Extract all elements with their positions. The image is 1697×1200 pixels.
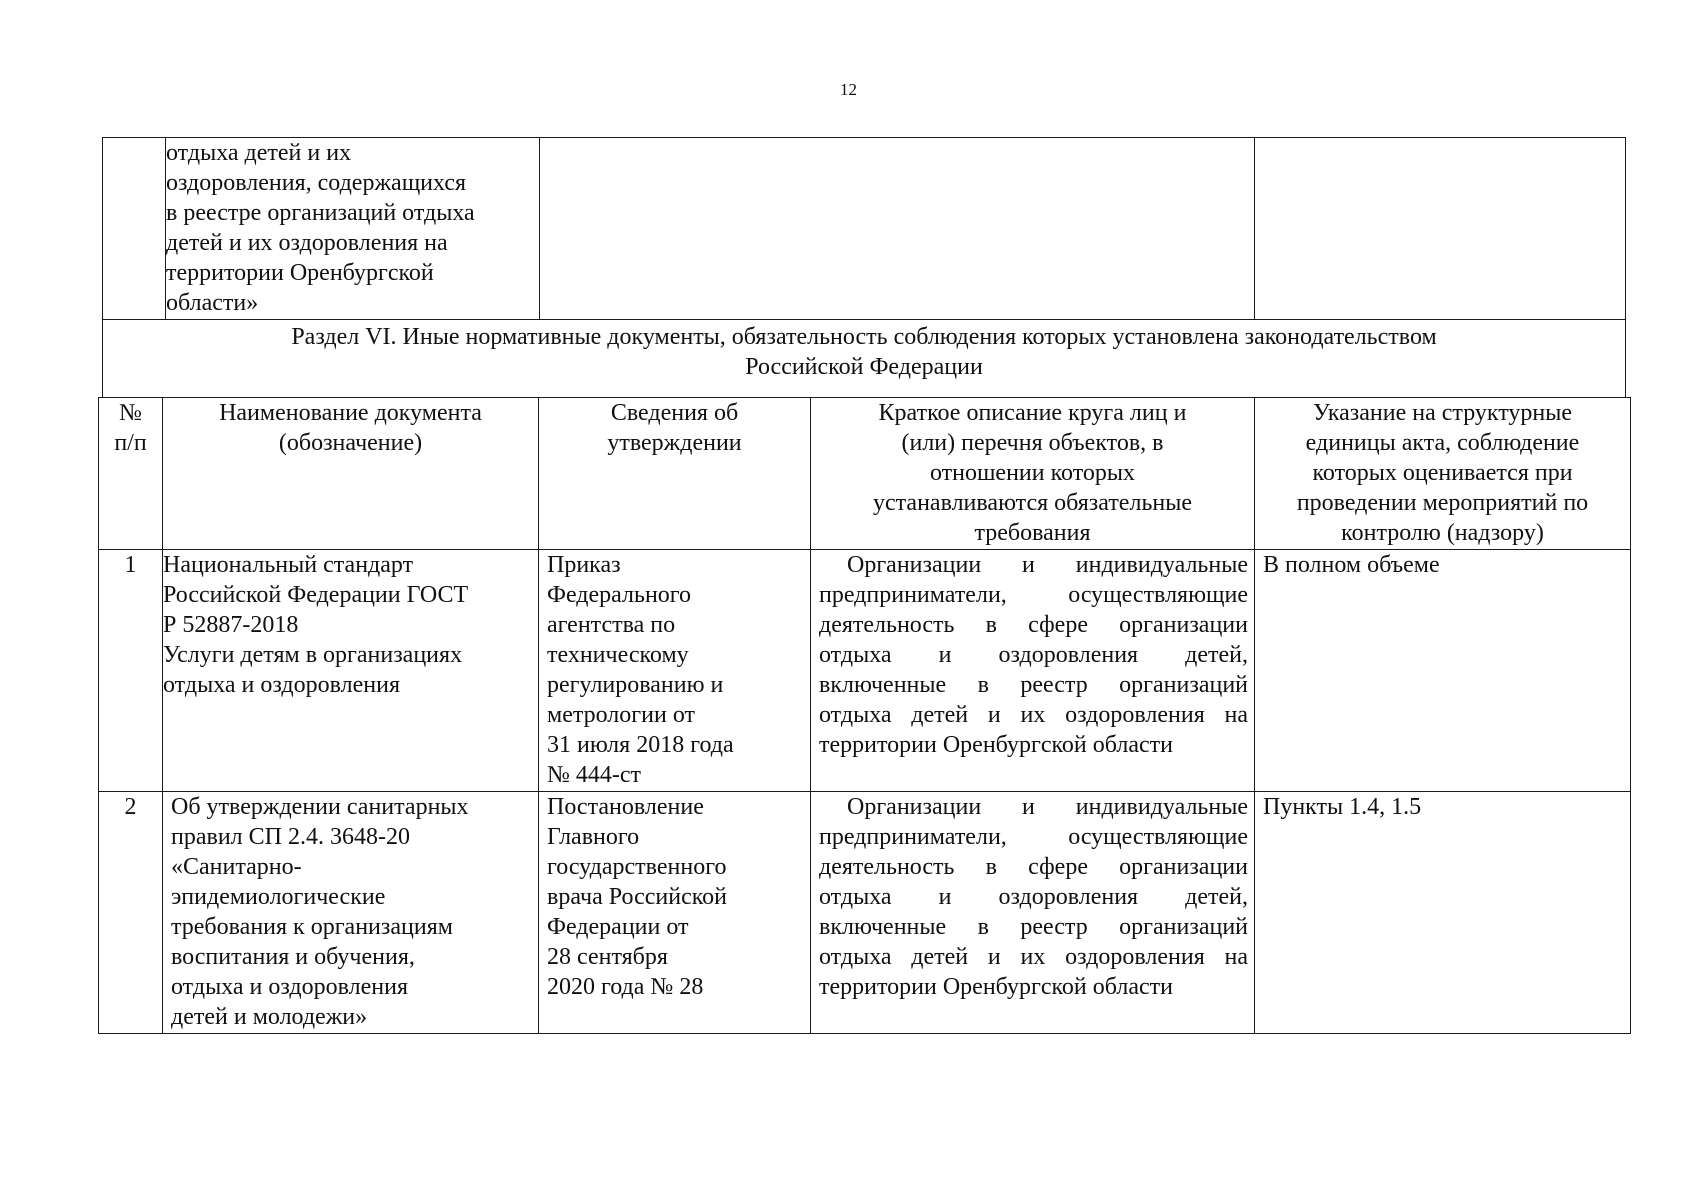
table-row: [99, 792, 1631, 1034]
header-number: [99, 398, 163, 550]
structural-units: Пункты 1.4, 1.5: [1255, 792, 1631, 1034]
continued-name-line: в реестре организаций отдыха: [166, 200, 475, 226]
document-name-line: воспитания и обучения,: [171, 944, 415, 970]
document-name-line: Об утверждении санитарных: [171, 794, 469, 820]
header-description-line: требования: [974, 520, 1091, 546]
approval-line: 28 сентября: [547, 944, 668, 970]
documents-table: [98, 397, 1631, 1034]
document-name-line: детей и молодежи»: [171, 1004, 368, 1030]
header-name-line: (обозначение): [278, 430, 423, 456]
document-name: [163, 550, 539, 792]
header-approval-line: утверждении: [607, 430, 742, 456]
document-name-line: эпидемиологические: [171, 884, 386, 910]
continued-name-line: территории Оренбургской: [166, 260, 434, 286]
header-units-line: Указание на структурные: [1312, 400, 1573, 426]
continued-name-line: области»: [166, 290, 259, 316]
approval-line: регулированию и: [547, 672, 724, 698]
header-approval-info: [539, 398, 811, 550]
section-heading-row: [103, 320, 1626, 398]
approval-info: [539, 550, 811, 792]
header-number-line: п/п: [114, 430, 147, 456]
approval-info: [539, 792, 811, 1034]
approval-line: метрологии от: [547, 702, 695, 728]
empty-cell: [540, 138, 1255, 320]
approval-line: техническому: [547, 642, 689, 668]
document-name-line: Услуги детям в организациях: [163, 642, 463, 668]
document-name-line: отдыха и оздоровления: [171, 974, 408, 1000]
approval-line: государственного: [547, 854, 727, 880]
header-description-line: отношении которых: [929, 460, 1136, 486]
continued-document-name: [166, 138, 540, 320]
header-description: [811, 398, 1255, 550]
section-title: [103, 320, 1626, 398]
structural-units: В полном объеме: [1255, 550, 1631, 792]
row-number: 2: [99, 792, 163, 1034]
header-units-line: единицы акта, соблюдение: [1305, 430, 1580, 456]
header-units-line: которых оценивается при: [1312, 460, 1573, 486]
approval-line: № 444-ст: [547, 762, 642, 788]
document-name-line: требования к организациям: [171, 914, 453, 940]
header-number-line: №: [119, 400, 142, 426]
document-name: [163, 792, 539, 1034]
approval-line: Главного: [547, 824, 640, 850]
approval-line: Приказ: [547, 552, 621, 578]
num-cell-empty: [103, 138, 166, 320]
scope-description: Организации и индивидуальные предприниматели, осуществляющие деятельность в сфере организации отдыха и оздоровления детей, включенные в реестр организаций отдыха детей и их оздоровления на территории Оренбургской области: [811, 550, 1255, 792]
header-document-name: [163, 398, 539, 550]
header-description-line: Краткое описание круга лиц и: [878, 400, 1187, 426]
continuation-row: [103, 138, 1626, 320]
header-approval-line: Сведения об: [610, 400, 739, 426]
approval-line: агентства по: [547, 612, 676, 638]
header-description-line: (или) перечня объектов, в: [901, 430, 1164, 456]
header-name-line: Наименование документа: [219, 400, 482, 426]
approval-line: врача Российской: [547, 884, 728, 910]
table-header-row: [99, 398, 1631, 550]
row-number: 1: [99, 550, 163, 792]
document-name-line: Российской Федерации ГОСТ: [163, 582, 469, 608]
section-title-line: Раздел VI. Иные нормативные документы, обязательность соблюдения которых установлена законодательством: [291, 324, 1437, 350]
empty-cell: [1255, 138, 1626, 320]
document-name-line: Национальный стандарт: [163, 552, 414, 578]
continued-name-line: детей и их оздоровления на: [166, 230, 448, 256]
approval-line: Федерации от: [547, 914, 689, 940]
approval-line: 2020 года № 28: [547, 974, 704, 1000]
continued-name-line: отдыха детей и их: [166, 140, 352, 166]
scope-description: Организации и индивидуальные предприниматели, осуществляющие деятельность в сфере организации отдыха и оздоровления детей, включенные в реестр организаций отдыха детей и их оздоровления на территории Оренбургской области: [811, 792, 1255, 1034]
header-units-line: контролю (надзору): [1341, 520, 1544, 546]
header-units-line: проведении мероприятий по: [1296, 490, 1589, 516]
approval-line: Федерального: [547, 582, 692, 608]
continuation-table: [102, 137, 1626, 398]
table-row: [99, 550, 1631, 792]
section-title-line: Российской Федерации: [745, 354, 983, 380]
document-name-line: отдыха и оздоровления: [163, 672, 400, 698]
document-name-line: Р 52887-2018: [163, 612, 299, 638]
approval-line: Постановление: [547, 794, 704, 820]
page-number: 12: [840, 80, 857, 99]
header-description-line: устанавливаются обязательные: [872, 490, 1193, 516]
header-structural-units: [1255, 398, 1631, 550]
document-name-line: «Санитарно-: [171, 854, 302, 880]
continued-name-line: оздоровления, содержащихся: [166, 170, 467, 196]
document-name-line: правил СП 2.4. 3648-20: [171, 824, 410, 850]
approval-line: 31 июля 2018 года: [547, 732, 734, 758]
